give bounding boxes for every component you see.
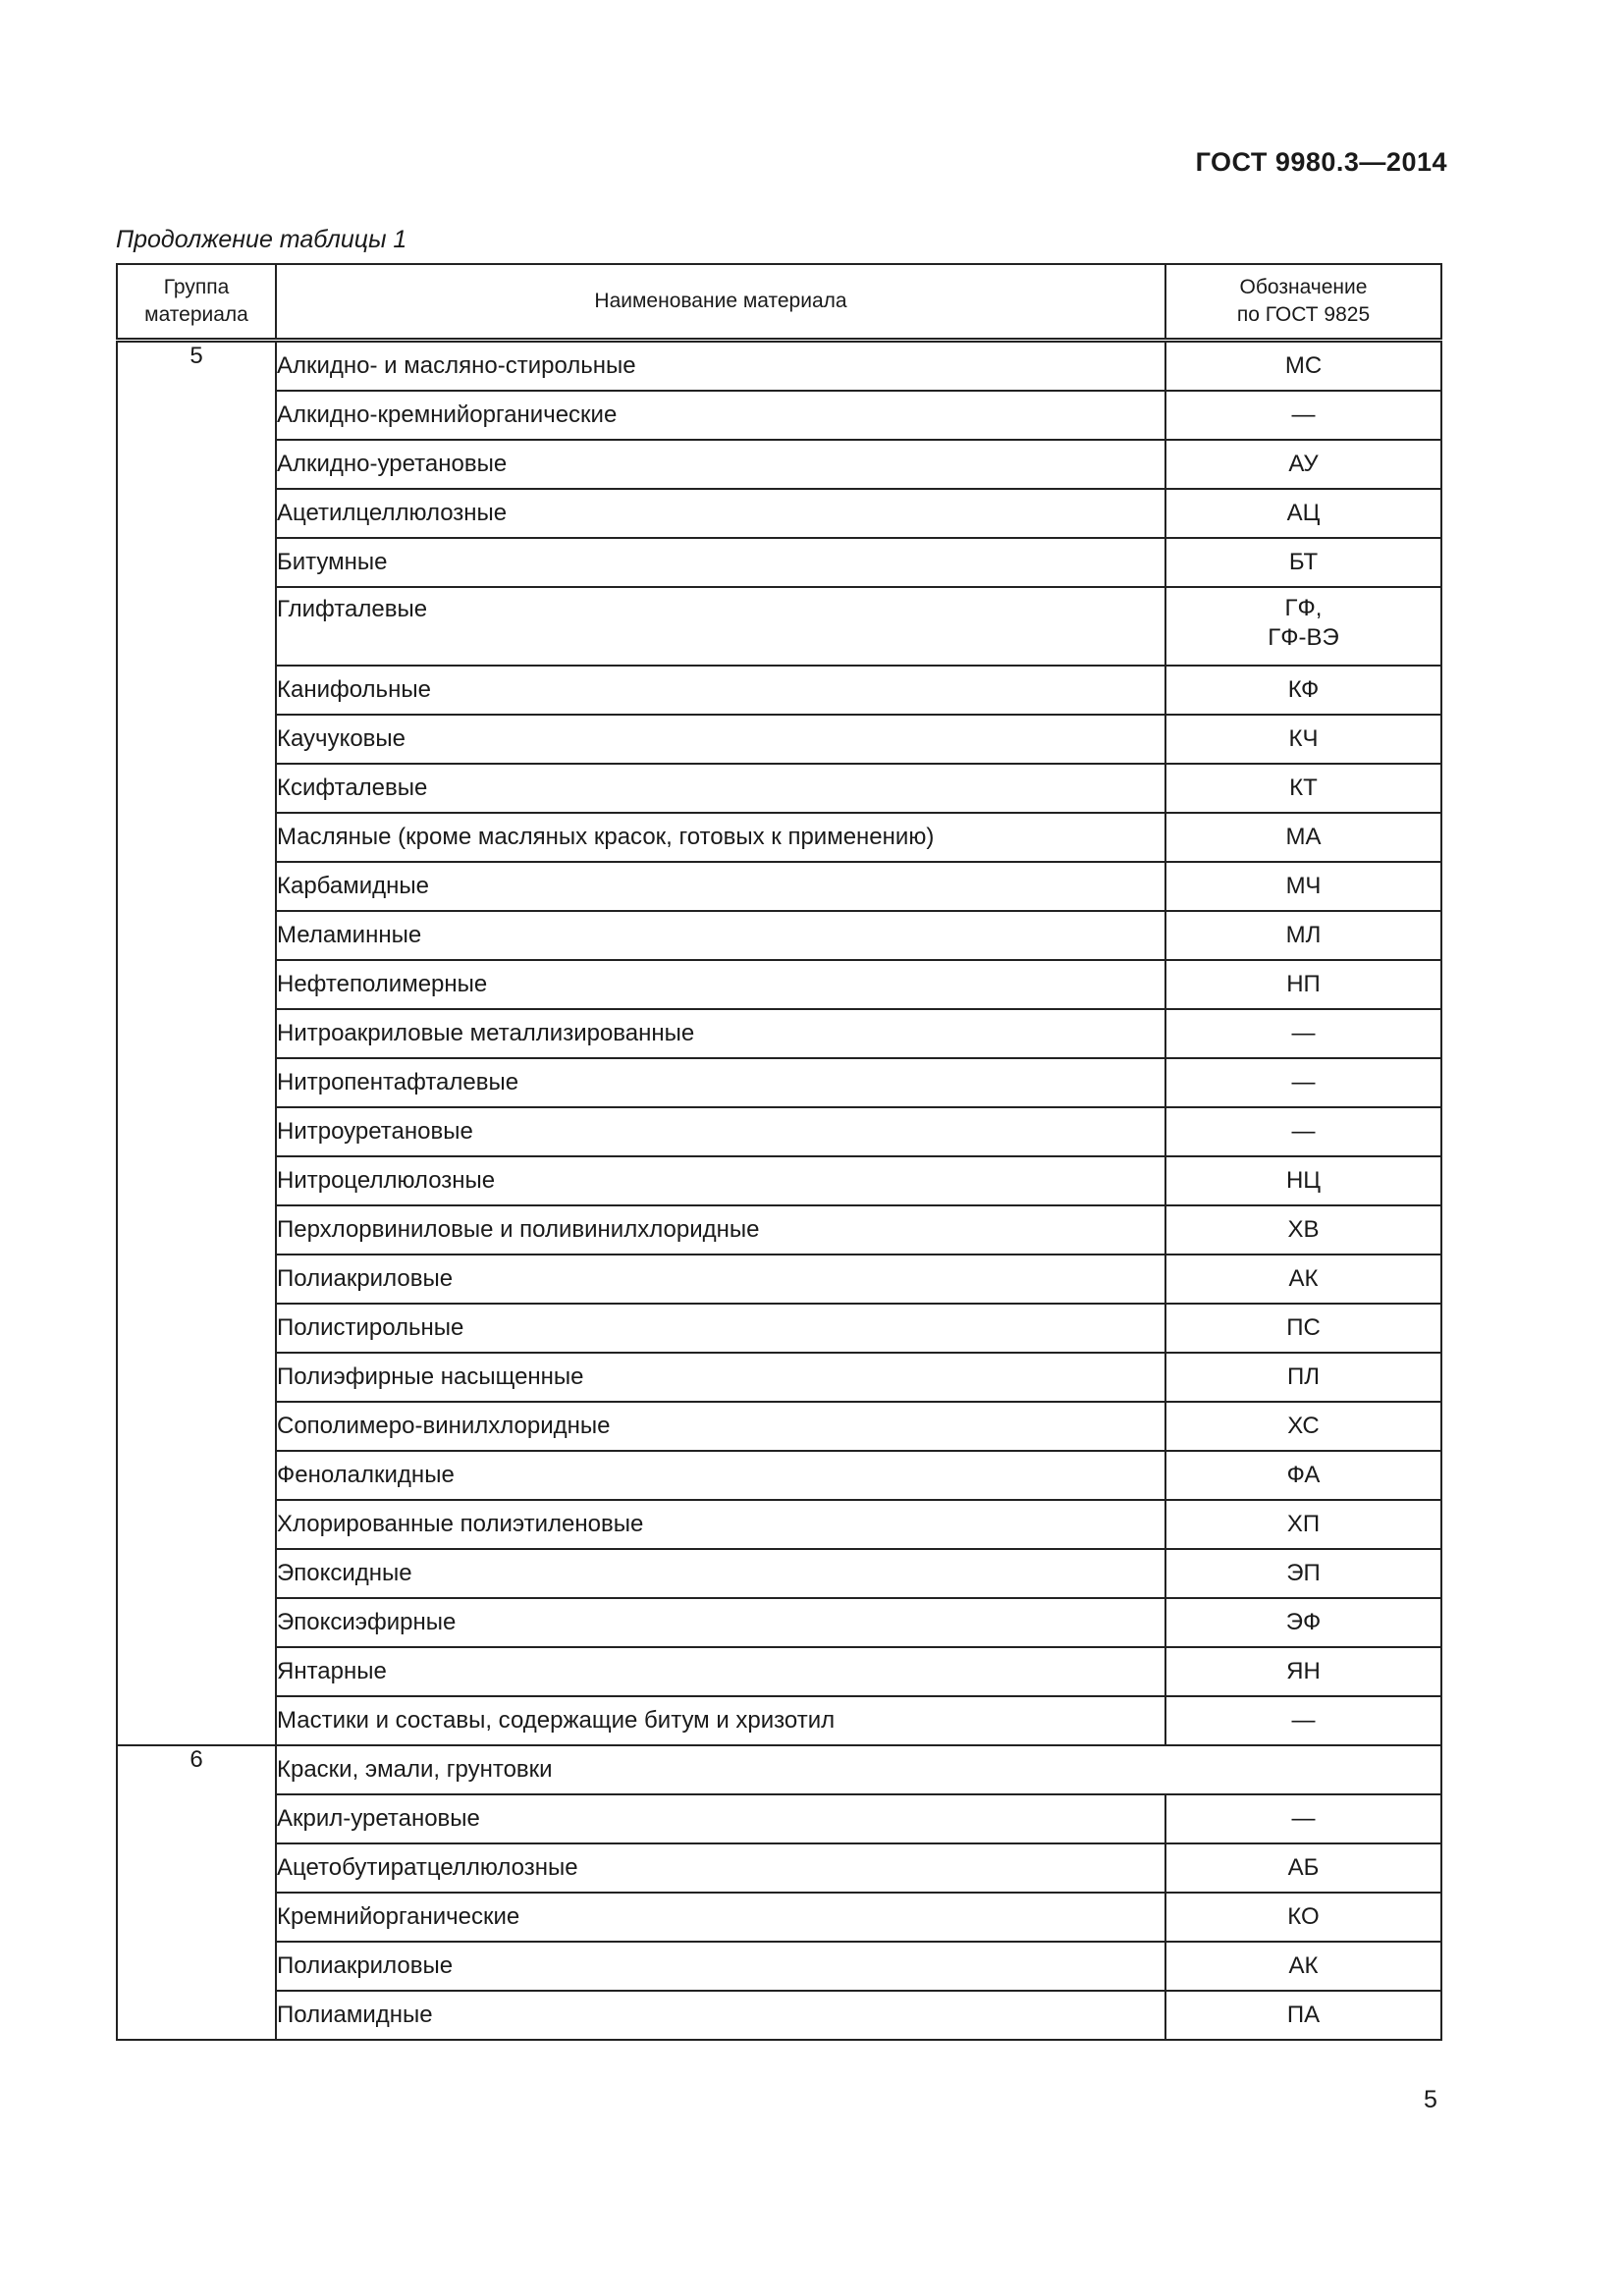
material-name: Хлорированные полиэтиленовые xyxy=(276,1500,1165,1549)
material-name: Мастики и составы, содержащие битум и хризотил xyxy=(276,1696,1165,1745)
material-name: Эпоксиэфирные xyxy=(276,1598,1165,1647)
material-name: Эпоксидные xyxy=(276,1549,1165,1598)
material-code xyxy=(1165,666,1441,715)
table-row xyxy=(117,1598,1441,1647)
material-code xyxy=(1165,1255,1441,1304)
material-name: Канифольные xyxy=(276,666,1165,715)
table-row xyxy=(117,538,1441,587)
table-row xyxy=(117,1353,1441,1402)
material-name: Перхлорвиниловые и поливинилхлоридные xyxy=(276,1205,1165,1255)
material-code-line: ХС xyxy=(1287,1413,1320,1439)
material-code-line: КТ xyxy=(1289,774,1318,801)
material-code-line: АК xyxy=(1288,1952,1319,1979)
material-name: Нитроцеллюлозные xyxy=(276,1156,1165,1205)
material-code xyxy=(1165,1107,1441,1156)
material-code xyxy=(1165,1500,1441,1549)
material-code xyxy=(1165,1156,1441,1205)
material-code xyxy=(1165,1991,1441,2040)
table-row xyxy=(117,1107,1441,1156)
material-code xyxy=(1165,1304,1441,1353)
material-code-line: МА xyxy=(1285,824,1322,850)
material-code xyxy=(1165,1058,1441,1107)
material-name: Полиамидные xyxy=(276,1991,1165,2040)
table-header-row xyxy=(117,264,1441,341)
material-code xyxy=(1165,1549,1441,1598)
group-number: 5 xyxy=(117,341,276,1746)
material-name: Глифталевые xyxy=(276,587,1165,666)
material-code-line: ПС xyxy=(1286,1314,1321,1341)
material-name: Фенолалкидные xyxy=(276,1451,1165,1500)
table-caption: Продолжение таблицы 1 xyxy=(116,226,407,253)
material-code xyxy=(1165,1942,1441,1991)
table-row xyxy=(117,341,1441,392)
table-row xyxy=(117,1205,1441,1255)
table-row xyxy=(117,1696,1441,1745)
material-code-line: ФА xyxy=(1286,1462,1321,1488)
material-name: Акрил-уретановые xyxy=(276,1794,1165,1843)
column-header-group-line: материала xyxy=(144,303,248,326)
table-row xyxy=(117,1058,1441,1107)
material-code xyxy=(1165,862,1441,911)
table-row xyxy=(117,440,1441,489)
column-header-name: Наименование материала xyxy=(276,264,1165,341)
table-row xyxy=(117,1304,1441,1353)
material-code-line: ГФ-ВЭ xyxy=(1268,624,1339,651)
material-code xyxy=(1165,813,1441,862)
material-code-line: НП xyxy=(1286,971,1321,997)
table-row xyxy=(117,1500,1441,1549)
group-subheading: Краски, эмали, грунтовки xyxy=(276,1745,1441,1794)
material-code xyxy=(1165,1598,1441,1647)
material-name: Сополимеро-винилхлоридные xyxy=(276,1402,1165,1451)
material-code-line: МЧ xyxy=(1285,873,1322,899)
material-code xyxy=(1165,1451,1441,1500)
material-name: Алкидно-кремнийорганические xyxy=(276,391,1165,440)
material-code-line: КФ xyxy=(1287,676,1320,703)
table-row xyxy=(117,1843,1441,1893)
material-code xyxy=(1165,1353,1441,1402)
material-code-line: АУ xyxy=(1288,451,1319,477)
column-header-group xyxy=(117,264,276,341)
table-row xyxy=(117,587,1441,666)
material-code xyxy=(1165,764,1441,813)
table-row xyxy=(117,391,1441,440)
material-code-line: — xyxy=(1291,1805,1316,1832)
page-number: 5 xyxy=(1424,2086,1437,2113)
group-number: 6 xyxy=(117,1745,276,2040)
table-row xyxy=(117,911,1441,960)
material-code-line: МС xyxy=(1284,352,1323,379)
table-row xyxy=(117,1549,1441,1598)
material-code-line: МЛ xyxy=(1285,922,1322,948)
material-code-line: — xyxy=(1291,1707,1316,1734)
material-code xyxy=(1165,391,1441,440)
material-name: Полиэфирные насыщенные xyxy=(276,1353,1165,1402)
table-row xyxy=(117,960,1441,1009)
material-code-line: АЦ xyxy=(1286,500,1321,526)
material-name: Янтарные xyxy=(276,1647,1165,1696)
table-row xyxy=(117,489,1441,538)
table-row xyxy=(117,1156,1441,1205)
material-name: Масляные (кроме масляных красок, готовых к применению) xyxy=(276,813,1165,862)
table-row xyxy=(117,1942,1441,1991)
material-code-line: — xyxy=(1291,401,1316,428)
material-code-line: ЭП xyxy=(1286,1560,1321,1586)
material-name: Карбамидные xyxy=(276,862,1165,911)
table-row xyxy=(117,1991,1441,2040)
material-code-line: — xyxy=(1291,1069,1316,1095)
material-name: Алкидно-уретановые xyxy=(276,440,1165,489)
material-code-line: НЦ xyxy=(1285,1167,1322,1194)
material-name: Полистирольные xyxy=(276,1304,1165,1353)
material-name: Нитропентафталевые xyxy=(276,1058,1165,1107)
table-row xyxy=(117,1794,1441,1843)
material-code xyxy=(1165,1402,1441,1451)
column-header-group-line: Группа xyxy=(163,276,230,298)
material-name: Нитроакриловые металлизированные xyxy=(276,1009,1165,1058)
material-name: Меламинные xyxy=(276,911,1165,960)
material-code xyxy=(1165,440,1441,489)
material-code-line: АБ xyxy=(1287,1854,1320,1881)
material-code xyxy=(1165,715,1441,764)
material-code xyxy=(1165,911,1441,960)
material-code xyxy=(1165,538,1441,587)
table-row xyxy=(117,1451,1441,1500)
table-row xyxy=(117,666,1441,715)
material-code-line: КО xyxy=(1287,1903,1320,1930)
material-code xyxy=(1165,489,1441,538)
material-code xyxy=(1165,1009,1441,1058)
material-code xyxy=(1165,960,1441,1009)
table-row xyxy=(117,715,1441,764)
material-code-line: КЧ xyxy=(1288,725,1319,752)
material-name: Нитроуретановые xyxy=(276,1107,1165,1156)
material-code-line: ПА xyxy=(1286,2002,1321,2028)
material-code-line: — xyxy=(1291,1118,1316,1145)
table-row xyxy=(117,862,1441,911)
material-name: Алкидно- и масляно-стирольные xyxy=(276,341,1165,392)
material-code xyxy=(1165,1696,1441,1745)
material-code xyxy=(1165,1647,1441,1696)
material-code xyxy=(1165,1843,1441,1893)
material-code-line: БТ xyxy=(1288,549,1319,575)
material-code xyxy=(1165,1794,1441,1843)
material-code-line: — xyxy=(1291,1020,1316,1046)
material-name: Ацетилцеллюлозные xyxy=(276,489,1165,538)
material-code xyxy=(1165,1205,1441,1255)
material-name: Полиакриловые xyxy=(276,1942,1165,1991)
table-row xyxy=(117,813,1441,862)
material-name: Каучуковые xyxy=(276,715,1165,764)
material-name: Ксифталевые xyxy=(276,764,1165,813)
table-row xyxy=(117,1893,1441,1942)
table-row xyxy=(117,1009,1441,1058)
material-name: Полиакриловые xyxy=(276,1255,1165,1304)
table-row xyxy=(117,1647,1441,1696)
material-code-line: ГФ, xyxy=(1284,595,1323,621)
column-header-code-line: Обозначение xyxy=(1239,276,1368,298)
document-id: ГОСТ 9980.3—2014 xyxy=(1195,147,1447,177)
table-row xyxy=(117,764,1441,813)
material-code xyxy=(1165,341,1441,392)
column-header-code xyxy=(1165,264,1441,341)
table-body xyxy=(117,341,1441,2041)
material-name: Ацетобутиратцеллюлозные xyxy=(276,1843,1165,1893)
material-code xyxy=(1165,1893,1441,1942)
material-code-line: АК xyxy=(1288,1265,1319,1292)
table-row xyxy=(117,1255,1441,1304)
material-code-line: ЯН xyxy=(1286,1658,1321,1684)
material-code-line: ПЛ xyxy=(1287,1363,1320,1390)
column-header-code-line: по ГОСТ 9825 xyxy=(1236,303,1371,326)
material-code xyxy=(1165,587,1441,666)
table-row xyxy=(117,1402,1441,1451)
material-name: Кремнийорганические xyxy=(276,1893,1165,1942)
material-code-line: ХВ xyxy=(1287,1216,1320,1243)
material-code-line: ЭФ xyxy=(1285,1609,1322,1635)
material-name: Нефтеполимерные xyxy=(276,960,1165,1009)
table-row xyxy=(117,1745,1441,1794)
material-code-line: ХП xyxy=(1286,1511,1321,1537)
material-name: Битумные xyxy=(276,538,1165,587)
materials-table xyxy=(116,263,1442,2041)
